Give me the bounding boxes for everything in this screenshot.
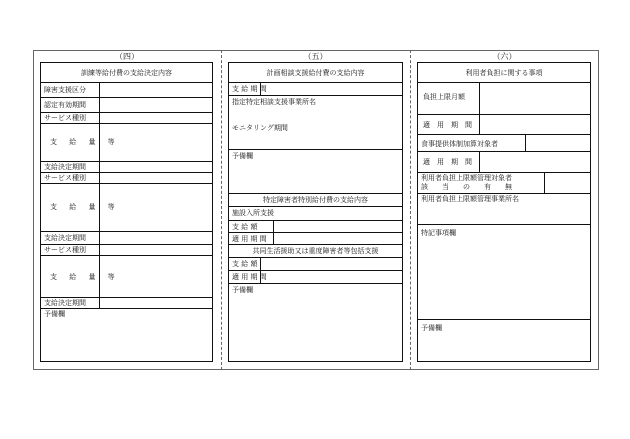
panel-5-header: 計画相談支援給付費の支給内容 xyxy=(266,69,365,77)
panel-4-number: （四） xyxy=(115,52,139,61)
special-supply-amount-label: 支 給 額 xyxy=(232,223,258,231)
group-application-period-label: 適 用 期 間 xyxy=(232,273,267,281)
burden-limit-label: 負担上限月額 xyxy=(423,93,465,101)
service-type-label-2: サービス種別 xyxy=(44,174,86,182)
group-supply-amount-label: 支 給 額 xyxy=(232,260,258,268)
limit-management-label-line1: 利用者負担上限額管理対象者 xyxy=(421,174,512,182)
meal-addition-label: 食事提供体制加算対象者 xyxy=(421,140,498,148)
group-living-header: 共同生活援助又は重度障害者等包括支援 xyxy=(252,247,379,255)
panel-6-remarks-label: 予備欄 xyxy=(421,324,442,332)
monitoring-period-label: モニタリング期間 xyxy=(232,124,288,132)
disability-category-label: 障害支援区分 xyxy=(44,86,86,94)
decision-period-label-1: 支給決定期間 xyxy=(44,163,86,171)
decision-period-label-3: 支給決定期間 xyxy=(44,299,86,307)
fold-line-left xyxy=(221,50,222,370)
panel-4-remarks-label: 予備欄 xyxy=(44,310,65,318)
special-notes-label: 特記事項欄 xyxy=(421,229,456,237)
fold-line-right xyxy=(410,50,411,370)
supply-amount-label-3: 支 給 量 等 xyxy=(50,273,120,281)
panel-5-consultation-benefit xyxy=(228,62,403,362)
supply-period-label: 支 給 期 間 xyxy=(232,85,267,93)
limit-management-office-label: 利用者負担上限額管理事業所名 xyxy=(421,195,519,203)
facility-support-label: 施設入所支援 xyxy=(232,209,274,217)
panel-6-user-burden xyxy=(417,62,591,362)
panel-4-header: 訓練等給付費の支給決定内容 xyxy=(81,69,172,77)
supply-amount-label-1: 支 給 量 等 xyxy=(50,138,120,146)
service-type-label-1: サービス種別 xyxy=(44,114,86,122)
decision-period-label-2: 支給決定期間 xyxy=(44,234,86,242)
panel-6-header: 利用者負担に関する事項 xyxy=(465,69,543,77)
panel-5-number: （五） xyxy=(303,52,328,61)
service-type-label-3: サービス種別 xyxy=(44,246,86,254)
recognition-period-label: 認定有効期間 xyxy=(44,101,86,109)
group-remarks-label: 予備欄 xyxy=(232,286,253,294)
panel-5-remarks-label: 予備欄 xyxy=(232,152,253,160)
burden-application-period-label: 適 用 期 間 xyxy=(423,121,472,129)
special-application-period-label: 適 用 期 間 xyxy=(232,235,267,243)
panel-6-number: （六） xyxy=(492,52,517,61)
designated-office-label: 指定特定相談支援事業所名 xyxy=(232,98,316,106)
meal-application-period-label: 適 用 期 間 xyxy=(423,158,472,166)
limit-management-label-line2: 該 当 の 有 無 xyxy=(421,183,512,191)
special-benefit-header: 特定障害者特別給付費の支給内容 xyxy=(263,196,368,204)
supply-amount-label-2: 支 給 量 等 xyxy=(50,203,120,211)
panel-4-training-benefit xyxy=(40,62,213,362)
